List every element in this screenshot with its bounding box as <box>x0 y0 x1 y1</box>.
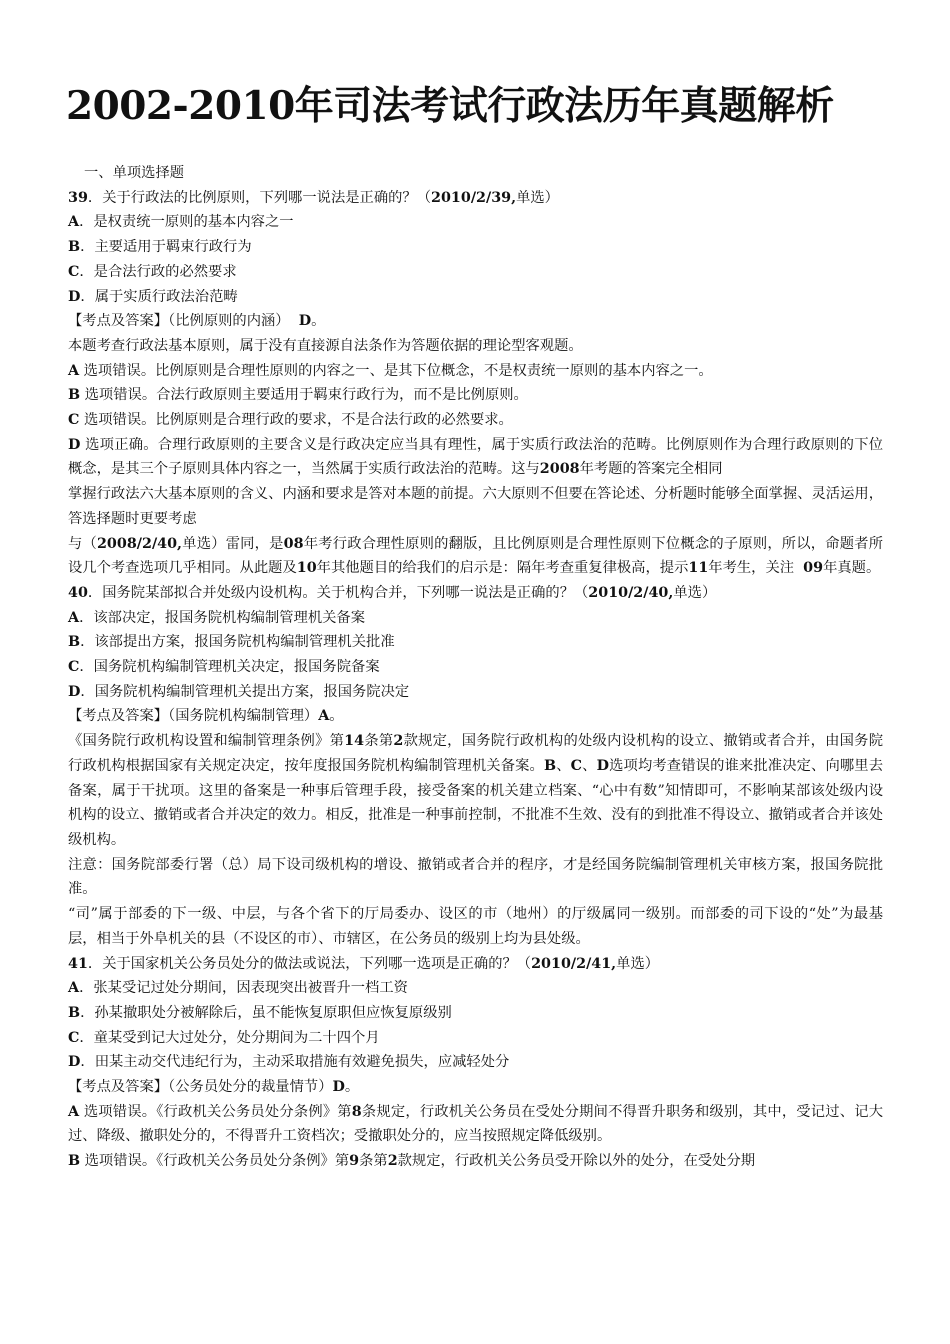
question-41 <box>68 952 883 977</box>
answer-line <box>68 704 883 729</box>
paragraph-number: 2 <box>393 733 404 750</box>
option-text: ．是权责统一原则的基本内容之一 <box>79 214 294 231</box>
note-text: 年考生，关注 <box>708 560 795 577</box>
option-c <box>68 1026 883 1051</box>
option-key: B <box>68 239 81 256</box>
explanation-note <box>68 532 883 581</box>
answer-end: 。 <box>329 708 344 725</box>
option-text: ．该部决定，报国务院机构编制管理机关备案 <box>79 609 366 626</box>
explanation-text: 选项正确。合理行政原则的主要含义是行政决定应当具有理性，属于实质行政法治的范畴。比例原则作为合理行政原则的下位概念，是其三个子原则具体内容之一，当然属于实质行政法治的范畴。这与 <box>68 436 883 478</box>
article-number: 9 <box>349 1153 360 1170</box>
separator: 、 <box>582 757 597 774</box>
option-b <box>68 630 883 655</box>
year-ref: 09 <box>803 560 824 577</box>
explanation-key: A <box>68 1103 80 1120</box>
option-text: ．主要适用于羁束行政行为 <box>80 239 252 256</box>
explanation-d <box>68 433 883 482</box>
note-source: 2008/2/40, <box>96 535 183 552</box>
year-ref: 11 <box>688 560 709 577</box>
explanation-key: D <box>68 436 81 453</box>
option-text: ．张某受记过处分期间，因表现突出被晋升一档工资 <box>79 980 408 997</box>
explanation-text: 选项错误。《行政机关公务员处分条例》第 <box>84 1153 350 1170</box>
explanation-key: B <box>68 387 81 404</box>
note-text: 年真题。 <box>823 560 881 577</box>
option-ref: B <box>543 757 557 774</box>
year-ref: 2008 <box>539 461 580 478</box>
article-number: 14 <box>344 733 365 750</box>
explanation-master: 掌握行政法六大基本原则的含义、内涵和要求是答对本题的前提。六大原则不但要在答论述、分析题时能够全面掌握、灵活运用，答选择题时更要考虑 <box>68 486 883 527</box>
answer-label: 【考点及答案】 <box>68 313 169 330</box>
option-key: C <box>68 659 80 676</box>
explanation-key: A <box>68 362 80 379</box>
explanation-text: 选项错误。比例原则是合理性原则的内容之一、是其下位概念，不是权责统一原则的基本内容之一。 <box>83 362 713 379</box>
explanation-intro: 本题考查行政法基本原则，属于没有直接源自法条作为答题依据的理论型客观题。 <box>68 337 583 354</box>
option-text: ．国务院机构编制管理机关决定，报国务院备案 <box>79 659 380 676</box>
option-key: B <box>68 1004 81 1021</box>
option-key: D <box>68 683 81 700</box>
question-number: 40 <box>68 584 88 601</box>
option-key: A <box>68 609 80 626</box>
explanation-a <box>68 1100 883 1149</box>
answer-line <box>68 309 883 334</box>
question-source: 2010/2/40, <box>588 584 674 601</box>
explanation-text: 款规定，行政机关公务员受开除以外的处分，在受处分期 <box>397 1153 756 1170</box>
answer-topic: （国务院机构编制管理） <box>168 708 319 725</box>
answer-key: D <box>298 313 312 330</box>
question-text: ．关于国家机关公务员处分的做法或说法，下列哪一选项是正确的？（ <box>87 955 532 972</box>
option-key: D <box>68 1054 81 1071</box>
option-text: ．孙某撤职处分被解除后，虽不能恢复原职但应恢复原级别 <box>80 1004 452 1021</box>
answer-topic: （比例原则的内涵） <box>168 313 290 330</box>
explanation-key: C <box>68 412 80 429</box>
option-a <box>68 606 883 631</box>
explanation-attention: 注意：国务院部委行署（总）局下设司级机构的增设、撤销或者合并的程序，才是经国务院编制管理机关审核方案，报国务院批准。 <box>68 856 883 898</box>
answer-end: 。 <box>344 1079 360 1096</box>
option-key: C <box>68 1029 80 1046</box>
explanation-text: 款规定，国务院行政机构的处级内设机构的设立、撤销或者合并，由国务院行政机构根据国家有关规定决定，按年度报国务院机构编制管理机关备案。 <box>68 733 884 774</box>
option-text: ．该部提出方案，报国务院机构编制管理机关批准 <box>80 634 395 651</box>
note-text: 年其他题目的给我们的启示是：隔年考查重复律极高，提示 <box>316 560 689 577</box>
question-40 <box>68 581 883 606</box>
question-number: 41 <box>68 955 88 972</box>
option-key: C <box>68 263 80 280</box>
explanation-text: 选项错误。合法行政原则主要适用于羁束行政行为，而不是比例原则。 <box>84 387 528 404</box>
answer-key: D <box>332 1079 345 1096</box>
answer-line <box>68 1075 883 1100</box>
option-b <box>68 1001 883 1026</box>
document-body <box>68 161 883 1174</box>
explanation-text: 条规定，行政机关公务员在受处分期间不得晋升职务和级别，其中，受记过、记大过、降级、撤职处分的，不得晋升工资档次；受撤职处分的，应当按照规定降低级别。 <box>68 1103 884 1145</box>
question-39 <box>68 186 883 211</box>
answer-topic: （公务员处分的裁量情节） <box>168 1079 333 1096</box>
option-c <box>68 260 883 285</box>
option-d <box>68 1050 883 1075</box>
explanation-key: B <box>68 1153 81 1170</box>
answer-label: 【考点及答案】 <box>68 708 169 725</box>
question-source: 2010/2/41, <box>531 955 617 972</box>
answer-key: A <box>318 708 330 725</box>
document-title: 2002-2010年司法考试行政法历年真题解析 <box>66 83 834 129</box>
explanation-text: 选项错误。比例原则是合理行政的要求，不是合法行政的必然要求。 <box>83 412 513 429</box>
option-d <box>68 680 883 705</box>
explanation-regulation <box>68 729 883 853</box>
explanation-text: 《国务院行政机构设置和编制管理条例》第 <box>68 733 345 750</box>
answer-end: 。 <box>311 313 326 330</box>
year-ref: 08 <box>283 535 304 552</box>
explanation-text: 年考题的答案完全相同 <box>579 461 723 478</box>
explanation-text: 条第 <box>364 733 394 750</box>
year-ref: 10 <box>296 560 317 577</box>
note-text: 年考行政合理性原则的翻版，且比例原则是合理性原则下位概念的子原则，所以，命题者所设几个考查选项几乎相同。从此题及 <box>68 535 884 577</box>
question-text: ．关于行政法的比例原则，下列哪一说法是正确的？（ <box>87 189 432 206</box>
option-text: ．是合法行政的必然要求 <box>79 263 237 280</box>
note-text: 与（ <box>68 535 97 552</box>
question-type: 单选） <box>616 955 660 972</box>
option-text: ．田某主动交代违纪行为，主动采取措施有效避免损失，应减轻处分 <box>80 1054 510 1071</box>
article-number: 8 <box>351 1103 362 1120</box>
option-key: B <box>68 634 81 651</box>
option-text: ．童某受到记大过处分，处分期间为二十四个月 <box>79 1029 380 1046</box>
explanation-b <box>68 383 883 408</box>
answer-label: 【考点及答案】 <box>68 1079 169 1096</box>
option-d <box>68 285 883 310</box>
option-b <box>68 235 883 260</box>
explanation-si: “司”属于部委的下一级、中层，与各个省下的厅局委办、设区的市（地州）的厅级属同一级别。而部委的司下设的“处”为最基层，相当于外阜机关的县（不设区的市）、市辖区，在公务员的级别上均为县处级。 <box>68 906 883 947</box>
question-text: ．国务院某部拟合并处级内设机构。关于机构合并，下列哪一说法是正确的？（ <box>87 584 589 601</box>
explanation-b <box>68 1149 883 1174</box>
question-type: 单选） <box>673 584 717 601</box>
option-a <box>68 976 883 1001</box>
question-source: 2010/2/39, <box>431 189 517 206</box>
paragraph-number: 2 <box>387 1153 398 1170</box>
separator: 、 <box>556 757 571 774</box>
option-text: ．国务院机构编制管理机关提出方案，报国务院决定 <box>80 683 410 700</box>
section-heading: 一、单项选择题 <box>84 165 185 181</box>
note-text: 单选）雷同，是 <box>182 535 284 552</box>
explanation-text: 选项错误。《行政机关公务员处分条例》第 <box>83 1103 352 1120</box>
option-key: A <box>68 980 80 997</box>
option-key: D <box>68 288 81 305</box>
explanation-c <box>68 408 883 433</box>
explanation-a <box>68 359 883 384</box>
explanation-text: 条第 <box>359 1153 388 1170</box>
question-type: 单选） <box>516 189 559 206</box>
option-ref: C <box>570 757 583 774</box>
question-number: 39 <box>68 189 88 206</box>
option-a <box>68 210 883 235</box>
explanation-text: 选项均考查错误的谁来批准决定、向哪里去备案，属于干扰项。这里的备案是一种事后管理手段，接受备案的机关建立档案、“心中有数”知情即可，不影响某部该处级内设机构的设立、撤销或者合并决定的效力。相反，批准是一种事前控制，不批准不生效、没有的到批准不得设立、撤销或者合并该处级机构。 <box>68 757 884 848</box>
option-c <box>68 655 883 680</box>
option-key: A <box>68 214 80 231</box>
option-ref: D <box>596 757 609 774</box>
option-text: ．属于实质行政法治范畴 <box>80 288 238 305</box>
